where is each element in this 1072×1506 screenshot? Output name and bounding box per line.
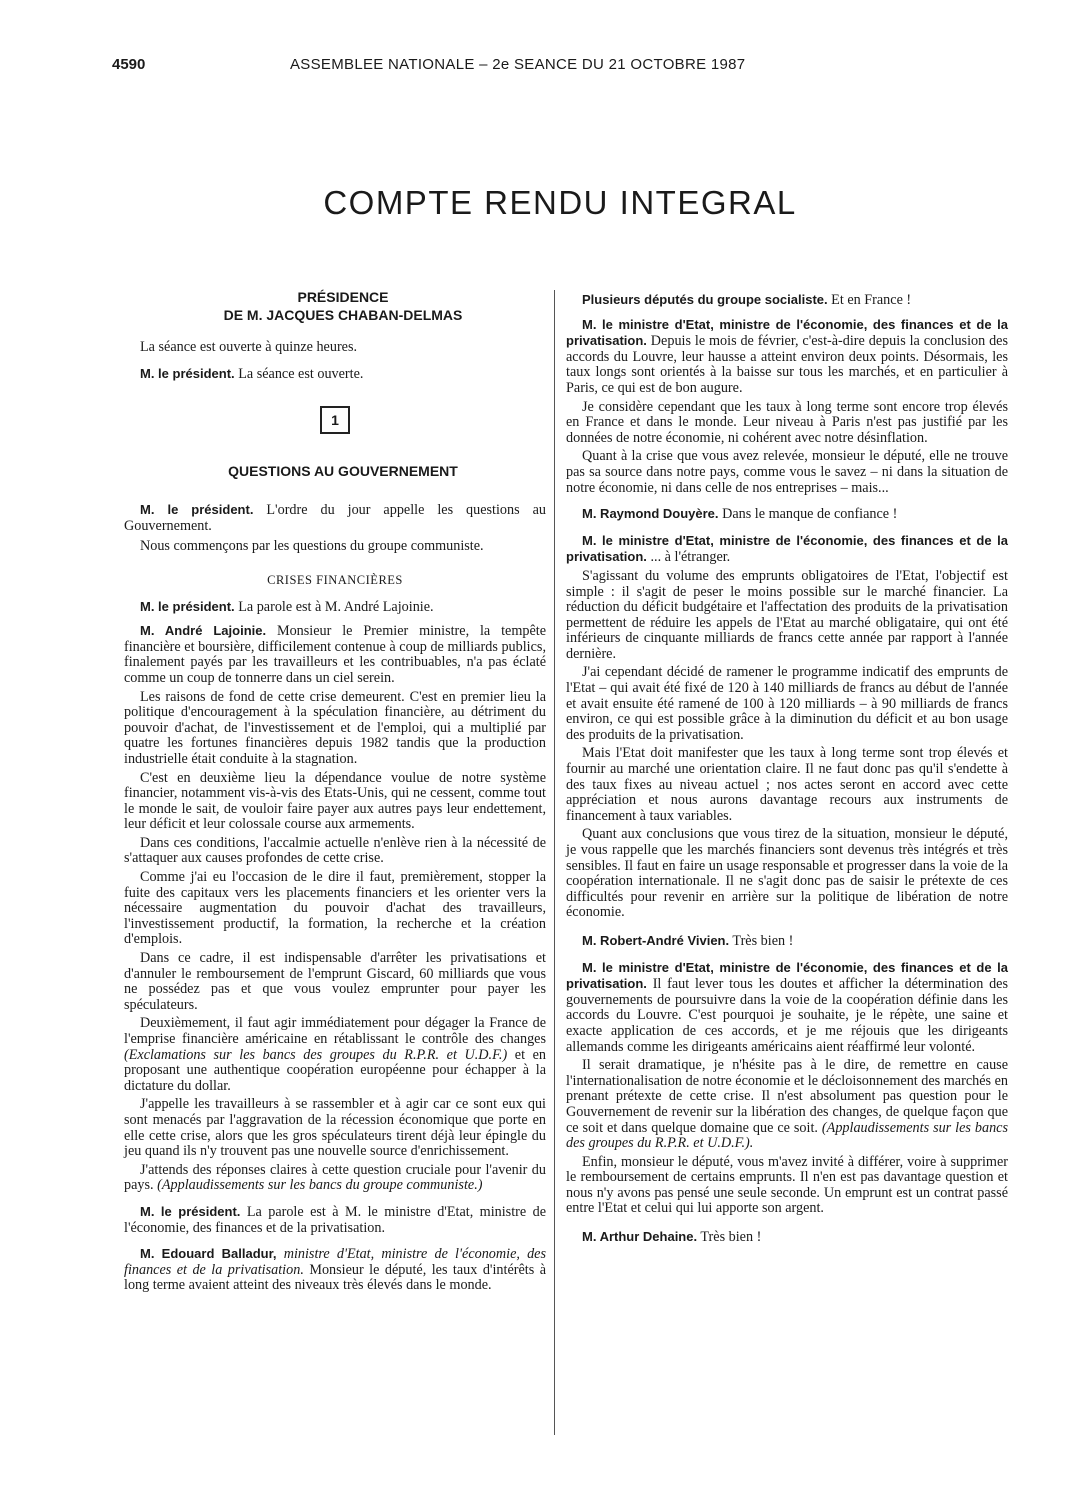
speaker-title: ministre d'Etat, ministre de l'économie, des finances et de la privatisation. [124,1246,547,1278]
presidence-heading-2: DE M. JACQUES CHABAN-DELMAS [223,307,463,323]
speaker: M. le ministre d'Etat, ministre de l'économie, des finances et de la privatisation. [566,959,1008,992]
speaker: Plusieurs députés du groupe socialiste. [582,292,828,307]
paragraph [124,599,546,616]
paragraph: Nous commençons par les questions du groupe communiste. [140,538,484,555]
speaker: M. le ministre d'Etat, ministre de l'économie, des finances et de la privatisation. [566,532,1008,565]
speaker: M. le président. [140,598,235,614]
rubric-heading: CRISES FINANCIÈRES [267,572,403,587]
stage-direction: (Applaudissements sur les bancs du groupe communiste.) [157,1177,483,1194]
paragraph: Quant aux conclusions que vous tirez de la situation, monsieur le député, je vous rappelle que les marchés financiers sont devenus très intégrés et très sensibles. Il faut en faire un usage responsable et progresser dans la voie de la coopération internationale. Il ne s'agit donc pas de saisir le prétexte de ces difficultés pour revenir en arrière sur la politique de libération de notre économie. [566,826,1008,921]
paragraph: Comme j'ai eu l'occasion de le dire il faut, premièrement, stopper la fuite des capitaux vers les placements financiers et les orienter vers la nécessaire augmentation du pouvoir d'achat des travailleurs, l'investissement productif, la formation, la recherche et la création d'emplois. [124,869,546,948]
paragraph [566,933,1008,950]
speech: Monsieur le député, les taux d'intérêts à long terme avaient atteint des niveaux très élevés dans le monde. [124,1261,546,1294]
paragraph: S'agissant du volume des emprunts obligatoires de l'Etat, l'objectif est simple : il s'agit de peser le moins possible sur le marché financier. La réduction du déficit budgétaire et l'affectation des produits de la privatisation permettent de réduire les appels de l'Etat au marché obligataire, qui ont été inférieurs de cinquante milliards de francs cette année par rapport à l'année dernière. [566,567,1008,662]
paragraph [124,1246,546,1294]
paragraph: Les raisons de fond de cette crise demeurent. C'est en premier lieu la politique d'encouragement à la spéculation financière, au détriment du pouvoir d'achat, de l'investissement et de l'emploi, qui a multiplié par quatre les fortunes financières depuis 1982 tandis que la production industrielle était conduite à la stagnation. [124,688,546,767]
paragraph: Dans ces conditions, l'accalmie actuelle n'enlève rien à la nécessité de s'attaquer aux causes profondes de cette crise. [124,834,546,867]
paragraph [566,1229,1008,1246]
speech: Et en France ! [827,292,912,308]
speaker: M. Edouard Balladur, [140,1246,277,1262]
paragraph [566,317,1008,397]
stage-direction: (Applaudissements sur les bancs des groupes du R.P.R. et U.D.F.). [566,1119,1008,1152]
running-header [112,56,1012,76]
paragraph: C'est en deuxième lieu la dépendance voulue de notre système financier, notamment vis-à-vis des Etats-Unis, qui ne cessent, comme tout le monde le sait, de vouloir faire payer aux autres pays leur endettement, leur déficit et leur colossale course aux armements. [124,769,546,833]
paragraph: J'appelle les travailleurs à se rassembler et à agir car ce sont eux qui sont menacés par l'aggravation de la récession économique que porte en elle cette crise, alors que les gros spéculateurs tirent déjà leur épingle du jeu quand ils n'y trouvent pas une nouvelle source d'enrichissement. [124,1096,546,1160]
paragraph [124,1163,546,1194]
speaker: M. le président. [140,1203,241,1219]
paragraph: La séance est ouverte à quinze heures. [140,339,358,355]
speech: Très bien ! [697,1229,762,1246]
document-title: COMPTE RENDU INTEGRAL [323,184,797,221]
paragraph [124,366,546,383]
paragraph [124,1016,546,1094]
speaker: M. Robert-André Vivien. [582,932,730,948]
paragraph [124,623,546,686]
left-column [124,288,546,1300]
paragraph: J'ai cependant décidé de ramener le programme indicatif des emprunts de l'Etat – qui avait été fixé de 120 à 140 milliards de francs au début de l'année et avait ensuite été ramené de 100 à 120 milliards – à 90 milliards de francs environ, ce qui est possible grâce à la diminution du déficit et au bon usage des produits de la privatisation. [566,664,1008,743]
paragraph: Quant à la crise que vous avez relevée, monsieur le député, elle ne trouve pas sa source dans notre pays, comme vous le savez – ni dans la situation de notre économie, ni dans celle de nos entreprises – mais... [566,448,1008,496]
paragraph: Mais l'Etat doit manifester que les taux à long terme sont trop élevés et fournir au marché une orientation claire. Il ne faut donc pas qu'il s'endette à des taux fixes au niveau actuel ; nos actes seront en accord avec cette appréciation et nous aurons davantage recours aux instruments de financement à taux variables. [566,745,1008,824]
speech: La parole est à M. André Lajoinie. [234,598,434,615]
paragraph [124,1204,546,1236]
speech: Depuis le mois de février, c'est-à-dire depuis la conclusion des accords du Louvre, leur hausse a atteint environ deux points. Désormais, les taux longs sont orientés à la baisse sur tous les marchés, et en particulier à Paris, ce qui est de bon augure. [566,333,1008,396]
speech: Monsieur le Premier ministre, la tempête financière et boursière, difficilement contenue à coup de milliards publics, finalement payés par les travailleurs et les contribuables, n'a pas éclaté comme un coup de tonnerre dans un ciel serein. [124,623,546,686]
paragraph [566,292,1008,309]
speech: Il serait dramatique, je n'hésite pas à le dire, de remettre en cause l'internationalisation de notre économie et le décloisonnement des marchés en prenant prétexte de cette crise. Il n'est absolument pas question pour le Gouvernement de revenir sur la libération des changes, de quelque façon que ce soit et dans quelque domaine que ce soit. [566,1057,1008,1136]
speech: La parole est à M. le ministre d'Etat, ministre de l'économie, des finances et de la privatisation. [124,1203,546,1236]
speech: Dans le manque de confiance ! [718,506,898,523]
paragraph [566,506,1008,523]
paragraph: Enfin, monsieur le député, vous m'avez invité à différer, voire à supprimer le remboursement de certains emprunts. Il n'en est pas davantage question et nous n'y avons pas pensé une seule seconde. Un emprunt est un contrat passé entre l'Etat et celui qui lui apporte son argent. [566,1153,1008,1217]
page-number: 4590 [112,56,146,73]
paragraph [566,1058,1008,1152]
section-heading: QUESTIONS AU GOUVERNEMENT [228,463,458,480]
speech: Deuxièmement, il faut agir immédiatement pour dégager la France de l'emprise financière américaine en rétablissant le contrôle des changes [124,1015,546,1047]
paragraph: Je considère cependant que les taux à long terme sont encore trop élevés en France et dans le monde. Leur niveau à Paris n'est pas justifié par les données de notre économie, ni cohérent avec notre désinflation. [566,398,1008,446]
speech: ... à l'étranger. [646,549,731,566]
column-divider [554,290,555,1435]
speaker: M. le ministre d'Etat, ministre de l'économie, des finances et de la privatisation. [566,316,1008,349]
paragraph [566,533,1008,566]
speech: La séance est ouverte. [234,365,364,382]
speech: Très bien ! [729,932,794,949]
paragraph: Dans ce cadre, il est indispensable d'arrêter les privatisations et d'annuler le remboursement de l'emprunt Giscard, 60 milliards que vous ne possédez pas et que vous voulez emprunter pour payer les spéculateurs. [124,950,546,1013]
speech: J'attends des réponses claires à cette question cruciale pour l'avenir du pays. [124,1161,546,1194]
speaker: M. Arthur Dehaine. [582,1229,698,1245]
presidence-heading-1: PRÉSIDENCE [297,289,389,305]
right-column [566,292,1008,1252]
speech: L'ordre du jour appelle les questions au Gouvernement. [124,502,546,534]
item-number-box: 1 [320,406,350,434]
paragraph [566,960,1008,1056]
running-title: ASSEMBLEE NATIONALE – 2e SEANCE DU 21 OCTOBRE 1987 [290,56,746,73]
stage-direction: (Exclamations sur les bancs des groupes du R.P.R. et U.D.F.) [124,1046,508,1063]
speaker: M. le président. [140,502,254,518]
speaker: M. le président. [140,365,235,381]
speech: Il faut lever tous les doutes et afficher la détermination des gouvernements de poursuivre dans la voie de la coopération définie dans les accords du Louvre. C'est pourquoi je souhaite, je le répète, une saine et exacte application de ces accords, et je me réjouis que les dirigeants allemands comme les dirigeants américains aient réaffirmé leur volonté. [566,976,1008,1055]
paragraph [124,502,546,534]
speaker: M. André Lajoinie. [140,623,267,639]
speaker: M. Raymond Douyère. [582,506,719,522]
speech: et en proposant une authentique coopération européenne pour échapper à la dictature du dollar. [124,1046,546,1094]
